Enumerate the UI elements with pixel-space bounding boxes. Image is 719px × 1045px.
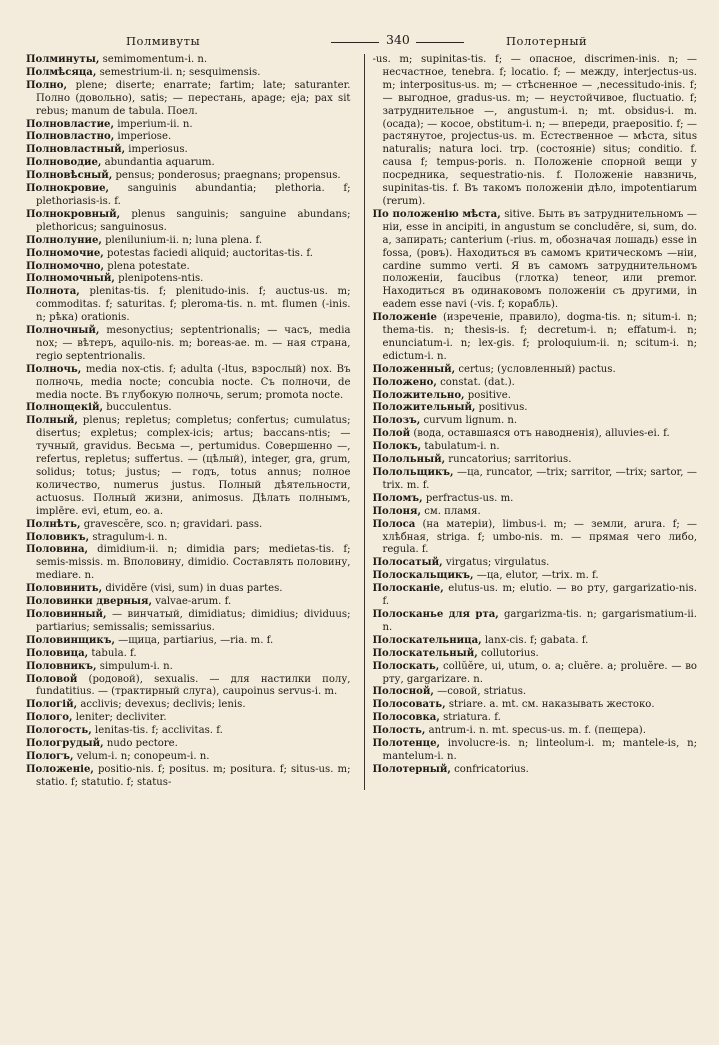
dictionary-entry (26, 183, 351, 209)
left-column (26, 54, 359, 790)
dictionary-entry (26, 286, 351, 325)
entry-definition: runcatorius; sarritorius. (445, 454, 572, 466)
entry-definition: imperium-ii. n. (114, 118, 193, 130)
entry-definition: leniter; decliviter. (72, 712, 167, 724)
entry-headword: Полнокровие, (26, 183, 110, 195)
entry-headword: Полого, (26, 712, 73, 724)
entry-headword: Полосканіе, (372, 583, 444, 595)
entry-definition: semestrium-ii. n; sesquimensis. (96, 66, 261, 78)
dictionary-entry (26, 325, 351, 364)
entry-headword: Полосканье для рта, (372, 608, 499, 620)
entry-definition: pensus; ponderosus; praegnans; propensus. (112, 170, 341, 182)
dictionary-entry (373, 583, 698, 609)
entry-headword: Половинить, (26, 583, 103, 595)
dictionary-entry (26, 712, 351, 725)
entry-definition: lanx-cis. f; gabata. f. (481, 634, 589, 646)
dictionary-entry (373, 312, 698, 364)
dictionary-entry (26, 764, 351, 790)
entry-headword: Поломъ, (372, 492, 423, 504)
entry-headword: Полноводие, (26, 157, 102, 169)
entry-headword: Полоскальщикъ, (372, 570, 474, 582)
page-header (26, 30, 697, 54)
entry-definition: imperiosus. (125, 144, 188, 156)
entry-headword: Полозъ, (372, 415, 421, 427)
entry-headword: Полосной, (372, 686, 434, 698)
dictionary-entry (26, 738, 351, 751)
entry-headword: Половникъ, (26, 660, 97, 672)
entry-headword: Полотенце, (372, 738, 441, 750)
header-left-word: Полмивуты (126, 34, 201, 48)
entry-definition: striatura. f. (439, 712, 501, 724)
dictionary-entry (373, 428, 698, 441)
entry-headword: Пологрудый, (26, 738, 104, 750)
entry-headword: Половина, (26, 544, 89, 556)
dictionary-entry (26, 661, 351, 674)
entry-headword: Полнѣть, (26, 518, 81, 530)
dictionary-entry (373, 635, 698, 648)
entry-definition: (изреченіе, правило), dogma-tis. n; situm-i. n; thema-tis. n; thesis-is. f; decretum-i. n; effatum-i. n; enunciatum-i. n; lex-gis. f; proloquium-ii. n; scitum-i. n; edictum-i. n. (382, 312, 697, 362)
entry-definition: dimidium-ii. n; dimidia pars; medietas-tis. f; semis-missis. m. Вполовину, dimidio. Составлять половину, mediare. n. (36, 544, 351, 582)
entry-definition: acclivis; devexus; declivis; lenis. (77, 699, 246, 711)
entry-headword: Полнокровный, (26, 208, 121, 220)
page-number: 340 (386, 32, 410, 47)
dictionary-entry (26, 80, 351, 119)
dictionary-entry (26, 170, 351, 183)
entry-definition: tabula. f. (88, 647, 137, 659)
entry-definition: plene; diserte; enarrate; fartim; late; saturanter. Полно (довольно), satis; — перестань, apage; eja; pax sit rebus; manum de tabula. Поел. (36, 79, 351, 117)
dictionary-entry (373, 377, 698, 390)
entry-definition: striare. a. mt. см. наказывать жестоко. (445, 699, 655, 711)
entry-headword: Полольщикъ, (372, 467, 454, 478)
entry-definition: (на матеріи), limbus-i. m; — земли, arura. f; — хлѣбная, striga. f; umbo-nis. m. — прямая чего либо, regula. f. (382, 518, 697, 556)
dictionary-entry (373, 364, 698, 377)
entry-headword: Полокъ, (372, 441, 422, 453)
dictionary-entry (373, 764, 698, 777)
entry-definition: positivus. (475, 402, 528, 414)
entry-definition: (родовой), sexualis. — для настилки полу, fundatitius. — (трактирный слуга), caupoinus servus-i. m. (36, 673, 351, 698)
entry-headword: Положеніе (372, 312, 437, 324)
dictionary-entry (373, 415, 698, 428)
dictionary-entry (373, 712, 698, 725)
entry-definition: (вода, оставшаяся отъ наводненія), alluvies-ei. f. (410, 428, 670, 440)
entry-definition: positio-nis. f; positus. m; positura. f; situs-us. m; statio. f; statutio. f; status- (36, 763, 351, 788)
entry-headword: Половой (26, 673, 78, 685)
entry-definition: media nox-ctis. f; adulta (-ltus, взрослый) nox. Въ полночь, media nocte; concubia nocte. Съ полночи, de media nocte. Въ глубокую полночь, serum; promota nocte. (36, 363, 351, 401)
dictionary-entry (26, 261, 351, 274)
entry-definition: involucre-is. n; linteolum-i. m; mantele-is, n; mantelum-i. n. (382, 738, 697, 762)
dictionary-entry (373, 390, 698, 403)
dictionary-entry (373, 738, 698, 764)
entry-definition: stragulum-i. n. (89, 531, 168, 543)
entry-definition: plenus sanguinis; sanguine abundans; plethoricus; sanguinosus. (36, 208, 351, 233)
entry-definition: elutus-us. m; elutio. — во рту, gargarizatio-nis. f. (382, 583, 697, 608)
dictionary-entry (373, 506, 698, 519)
entry-definition: plenilunium-ii. n; luna plena. f. (101, 234, 263, 246)
entry-headword: Полоса (372, 518, 416, 530)
entry-headword: Полоня, (372, 505, 421, 517)
entry-definition: plenitas-tis. f; plenitudo-inis. f; auctus-us. m; commoditas. f; saturitas. f; pleroma-tis. n. mt. flumen (-inis. n; рѣка) orationis. (36, 286, 351, 324)
right-column (364, 54, 698, 790)
entry-definition: —щица, partiarius, —ria. m. f. (114, 634, 274, 646)
entry-definition: см. пламя. (420, 505, 481, 517)
dictionary-entry (26, 648, 351, 661)
entry-headword: Полно, (26, 79, 68, 91)
entry-headword: Полоскательница, (372, 634, 482, 646)
entry-headword: Половинный, (26, 608, 107, 620)
header-right-word: Полотерный (506, 34, 588, 48)
entry-headword: Полновластие, (26, 118, 114, 130)
entry-definition: —ца, elutor, —trix. m. f. (473, 570, 599, 582)
entry-headword: Полномочие, (26, 247, 104, 259)
entry-headword: Полмѣсяца, (26, 66, 97, 78)
entry-definition: lenitas-tis. f; acclivitas. f. (91, 725, 223, 737)
entry-headword: Половинщикъ, (26, 634, 115, 646)
entry-headword: Полольный, (372, 454, 446, 466)
dictionary-entry (373, 54, 698, 209)
entry-headword: Полночь, (26, 363, 82, 375)
dictionary-entry (26, 751, 351, 764)
entry-headword: Полой (372, 428, 411, 440)
entry-headword: Полнолуние, (26, 234, 102, 246)
dictionary-entry (373, 686, 698, 699)
dictionary-entry (373, 699, 698, 712)
entry-headword: Положеніе, (26, 763, 94, 775)
entry-definition: nudo pectore. (103, 738, 178, 750)
dictionary-entry (373, 467, 698, 493)
entry-headword: Положено, (372, 376, 437, 388)
dictionary-entry (373, 648, 698, 661)
dictionary-entry (373, 557, 698, 570)
dictionary-entry (26, 364, 351, 403)
dictionary-entry (26, 248, 351, 261)
entry-definition: antrum-i. n. mt. specus-us. m. f. (пещера). (425, 725, 646, 737)
entry-definition: plenus; repletus; completus; confertus; cumulatus; disertus; expletus; complex-icis; artus; baccans-ntis; — тучный, gravidus. Весьма —, pertumidus. Совершенно —, refertus, repletus; suffertus. — (цѣлый), integer, gra, grum, solidus; totus; justus; — годъ, totus annus; полное количество, numerus justus. Полный дѣятельности, actuosus. Полный жизни, animosus. Дѣлать полнымъ, implēre. evi, etum, eo. a. (36, 415, 351, 517)
dictionary-entry (26, 583, 351, 596)
entry-headword: Пологость, (26, 725, 92, 737)
entry-headword: Пологій, (26, 699, 78, 711)
header-rule-left (331, 42, 379, 43)
entry-definition: semimomentum-i. n. (99, 54, 208, 65)
entry-headword: Половикъ, (26, 531, 90, 543)
entry-definition: collŭĕre, ui, utum, o. a; cluĕre. a; proluĕre. — во рту, gargarizare. n. (382, 660, 697, 685)
dictionary-entry (26, 144, 351, 157)
dictionary-entry (26, 699, 351, 712)
dictionary-entry (373, 454, 698, 467)
entry-headword: Полосатый, (372, 557, 443, 569)
entry-headword: Положительный, (372, 402, 476, 414)
entry-headword: Полномочный, (26, 273, 115, 285)
dictionary-entry (373, 493, 698, 506)
entry-headword: Пологъ, (26, 750, 74, 762)
entry-definition: —ца, runcator, —trix; sarritor, —trix; sartor, —trix. m. f. (382, 467, 697, 491)
dictionary-entry (26, 157, 351, 170)
entry-definition: gravescĕre, sco. n; gravidari. pass. (80, 518, 263, 530)
dictionary-entry (26, 235, 351, 248)
entry-definition: tabulatum-i. n. (421, 441, 500, 453)
entry-definition: -us. m; supinitas-tis. f; — опасное, discrimen-inis. n; — несчастное, tenebra. f; locatio. f; — между, interjectus-us. m; interpositus-us. m; — стѣсненное — ,necessitudo-inis. f; — выгодное, gradus-us. m; — неустойчивое, fluctuatio. f; затруднительное —, angustum-i. n; mt. obsidus-i. m. (осада); — косое, obstitum-i. n; — впереди, praepositio. f; — растянутое, projectus-us. m. Естественное — мѣста, situs naturalis; natura loci. trp. (состояніе) situs; conditio. f. causa f; tempus-poris. n. Положеніе спорной вещи у посредника, sequestratio-nis. f. Положеніе навзничь, supinitas-tis. f. Въ такомъ положеніи дѣло, impotentiarum (rerum). (372, 54, 697, 207)
dictionary-entry (26, 402, 351, 415)
entry-definition: perfractus-us. m. (422, 492, 514, 504)
entry-definition: virgatus; virgulatus. (442, 557, 550, 569)
entry-headword: Полный, (26, 415, 78, 427)
entry-headword: Полосовка, (372, 712, 440, 724)
entry-definition: dividĕre (visi, sum) in duas partes. (102, 583, 283, 595)
entry-definition: confricatorius. (450, 763, 529, 775)
dictionary-entry (26, 415, 351, 518)
entry-definition: sitive. Быть въ затруднительномъ —ніи, esse in ancipiti, in angustum se concludĕre, si, sum, do. a, запирать; canterium (-rius. m, обозначая лошадь) esse in fossa, (ровъ). Находиться въ самомъ критическомъ —ніи, cardine summo verti. Я въ самомъ затруднительномъ положеніи, faucibus (глотка) teneor, или premor. Находиться въ одинаковомъ положеніи съ другими, in eadem esse navi (-vis. f; корабль). (382, 208, 697, 311)
dictionary-entry (26, 119, 351, 132)
entry-definition: —совой, striatus. (433, 686, 527, 698)
entry-definition: valvae-arum. f. (152, 596, 232, 608)
entry-headword: Положенный, (372, 363, 456, 375)
entry-definition: mesonyctius; septentrionalis; — часъ, media nox; — вѣтеръ, aquilo-nis. m; boreas-ae. m. — ная страна, regio septentrionalis. (36, 325, 351, 362)
entry-definition: simpulum-i. n. (96, 660, 173, 672)
dictionary-entry (26, 519, 351, 532)
dictionary-entry (26, 273, 351, 286)
dictionary-entry (26, 635, 351, 648)
entry-headword: Полнощекій, (26, 402, 103, 414)
dictionary-entry (373, 609, 698, 635)
dictionary-entry (26, 674, 351, 700)
entry-headword: Полновластный, (26, 144, 126, 156)
entry-headword: Полоскательный, (372, 647, 478, 659)
entry-definition: imperiose. (114, 131, 172, 143)
entry-definition: plenipotens-ntis. (114, 273, 204, 285)
entry-definition: abundantia aquarum. (101, 157, 215, 169)
dictionary-entry (26, 544, 351, 583)
entry-definition: collutorius. (477, 647, 539, 659)
entry-headword: Половинки дверныя, (26, 596, 152, 608)
entry-definition: curvum lignum. n. (420, 415, 518, 427)
entry-definition: velum-i. n; conopeum-i. n. (73, 750, 210, 762)
entry-definition: positive. (464, 389, 511, 401)
entry-definition: — винчатый, dimidiatus; dimidius; dividuus; partiarius; semissalis; semissarius. (36, 608, 351, 633)
entry-headword: Положительно, (372, 389, 465, 401)
entry-headword: Полотерный, (372, 763, 451, 775)
entry-headword: Полночный, (26, 325, 100, 337)
dictionary-entry (26, 131, 351, 144)
dictionary-entry (26, 67, 351, 80)
dictionary-entry (26, 725, 351, 738)
dictionary-entry (373, 519, 698, 558)
entry-headword: Полосовать, (372, 699, 446, 711)
dictionary-entry (373, 661, 698, 687)
entry-headword: Полнота, (26, 286, 80, 298)
entry-definition: constat. (dat.). (436, 376, 515, 388)
entry-headword: Полминуты, (26, 54, 100, 65)
entry-definition: bucculentus. (102, 402, 172, 414)
dictionary-entry (26, 609, 351, 635)
entry-definition: potestas faciedi aliquid; auctoritas-tis. f. (103, 247, 313, 259)
dictionary-entry (26, 532, 351, 545)
entry-headword: Полномочно, (26, 260, 105, 272)
entry-definition: gargarizma-tis. n; gargarismatium-ii. n. (382, 608, 697, 633)
entry-definition: sanguinis abundantia; plethoria. f; plethoriasis-is. f. (36, 183, 351, 207)
dictionary-entry (373, 725, 698, 738)
dictionary-entry (373, 441, 698, 454)
dictionary-entry (373, 570, 698, 583)
dictionary-entry (373, 402, 698, 415)
entry-headword: Полновластно, (26, 131, 115, 143)
dictionary-entry (373, 209, 698, 312)
entry-headword: Половица, (26, 647, 89, 659)
text-columns (26, 54, 697, 790)
dictionary-entry (26, 54, 351, 67)
entry-definition: certus; (условленный) pactus. (455, 363, 616, 375)
header-rule-right (416, 42, 464, 43)
entry-headword: По положенію мѣста, (372, 208, 501, 220)
dictionary-entry (26, 596, 351, 609)
dictionary-entry (26, 209, 351, 235)
entry-headword: Полость, (372, 725, 426, 737)
entry-headword: Полоскать, (372, 660, 440, 672)
entry-headword: Полновѣсный, (26, 170, 113, 182)
entry-definition: plena potestate. (104, 260, 190, 272)
